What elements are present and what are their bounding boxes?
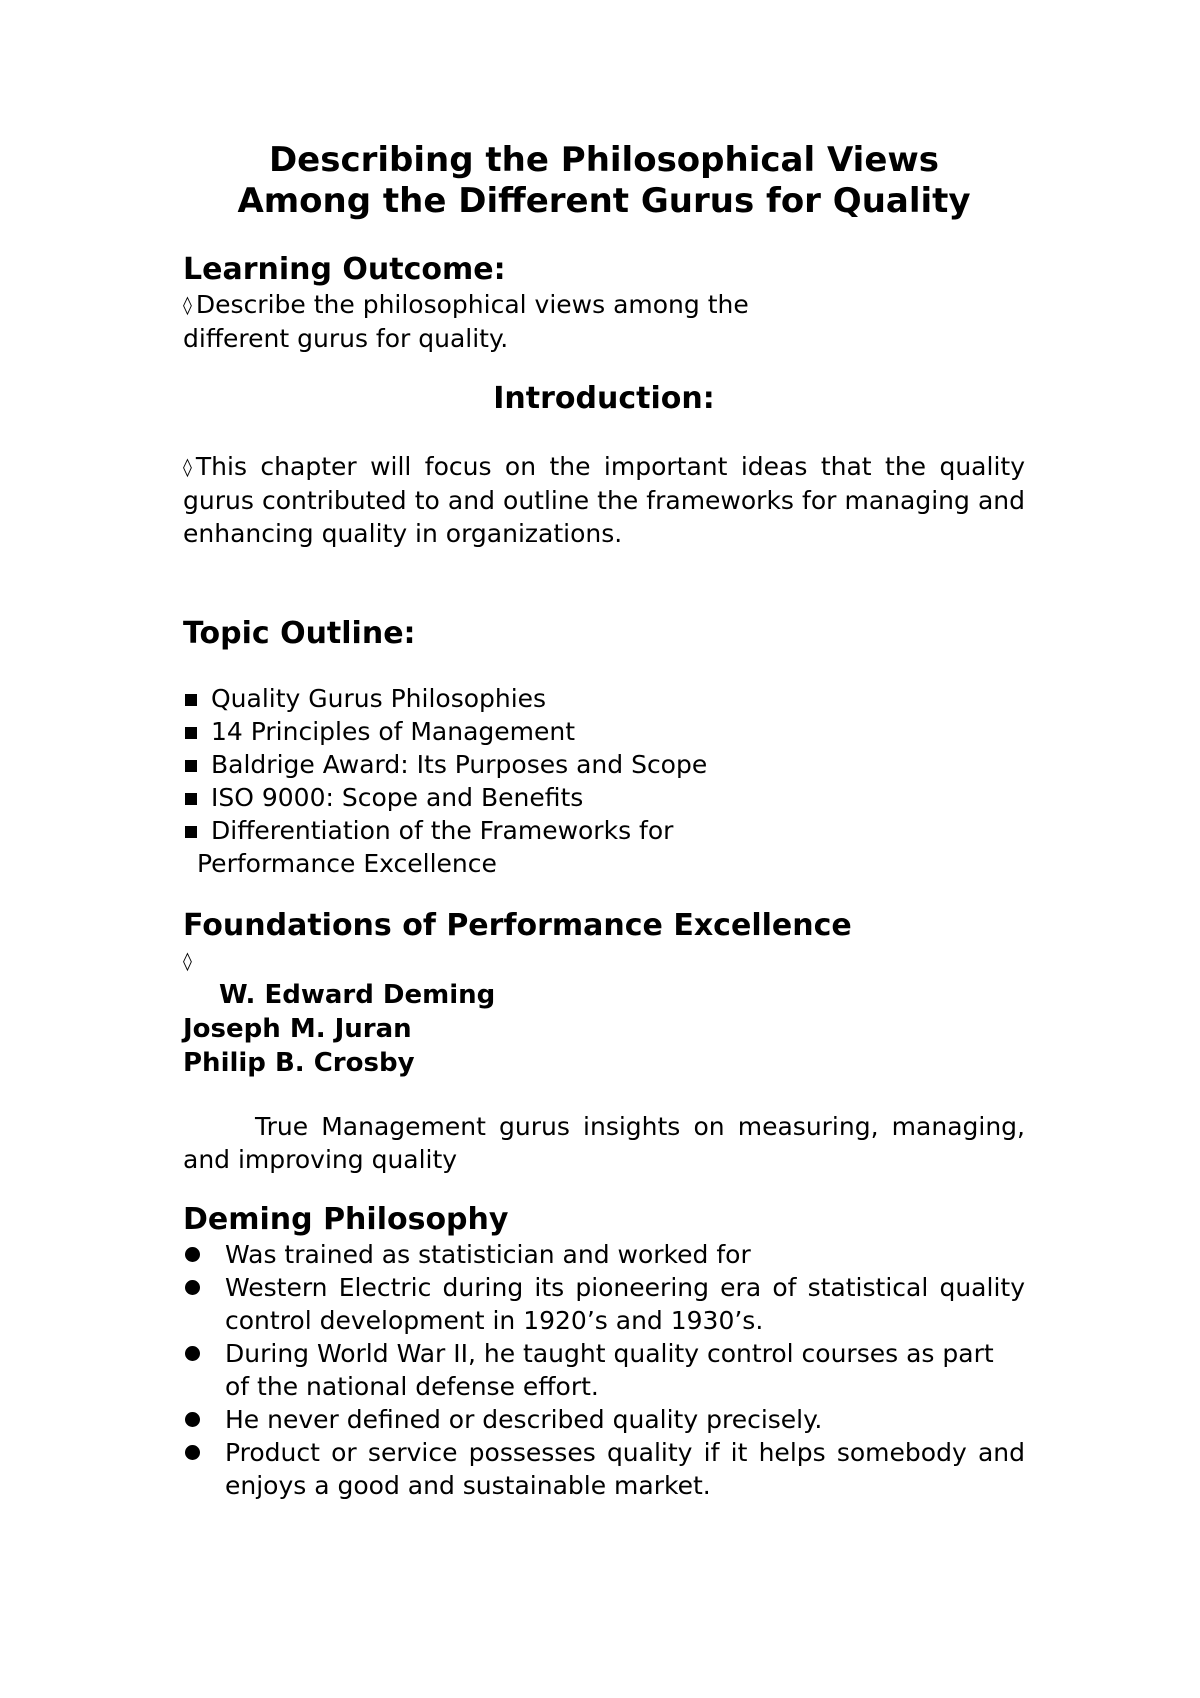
title-line-1: Describing the Philosophical Views: [268, 140, 940, 180]
foundations-text: True Management gurus insights on measuring, managing, and improving quality: [183, 1112, 1025, 1174]
list-item: He never defined or described quality precisely.: [183, 1403, 1025, 1436]
list-item: 14 Principles of Management: [183, 715, 1025, 748]
guru-name: Philip B. Crosby: [183, 1048, 415, 1078]
bullet-dot-icon: [185, 1247, 200, 1262]
list-item: ISO 9000: Scope and Benefits: [183, 781, 1025, 814]
topic-outline-heading: Topic Outline:: [183, 616, 416, 651]
foundations-heading: Foundations of Performance Excellence: [183, 908, 852, 943]
bullet-dot-icon: [185, 1280, 200, 1295]
learning-outcome-line-1: Describe the philosophical views among the: [195, 290, 749, 319]
topic-outline-continuation: Performance Excellence: [197, 849, 497, 878]
introduction-paragraph: This chapter will focus on the important ideas that the quality gurus contributed to and outline the frameworks for managing and enhancing quality in organizations.: [183, 452, 1025, 548]
bullet-dot-icon: [185, 1445, 200, 1460]
learning-outcome-text: [183, 288, 1025, 355]
square-bullet-icon: [185, 826, 197, 838]
topic-outline-list: [183, 682, 1025, 847]
introduction-heading: Introduction:: [493, 381, 715, 416]
deming-list: [183, 1238, 1025, 1502]
guru-name: Joseph M. Juran: [183, 1014, 412, 1044]
learning-outcome-line-2: different gurus for quality.: [183, 324, 509, 353]
diamond-icon: ◊: [183, 951, 192, 972]
list-item: Western Electric during its pioneering era of statistical quality control development in 1920’s and 1930’s.: [183, 1271, 1025, 1337]
list-item: Quality Gurus Philosophies: [183, 682, 1025, 715]
deming-heading: Deming Philosophy: [183, 1202, 509, 1237]
square-bullet-icon: [185, 760, 197, 772]
title-line-2: Among the Different Gurus for Quality: [237, 181, 971, 221]
foundations-marker-line: [183, 944, 1025, 978]
bullet-dot-icon: [185, 1346, 200, 1361]
square-bullet-icon: [185, 793, 197, 805]
square-bullet-icon: [185, 694, 197, 706]
square-bullet-icon: [185, 727, 197, 739]
document-title: [183, 140, 1025, 222]
diamond-icon: ◊: [183, 457, 192, 478]
document-content: [183, 140, 1025, 1502]
list-item: Was trained as statistician and worked for: [183, 1238, 1025, 1271]
list-item: Differentiation of the Frameworks for: [183, 814, 1025, 847]
list-item: During World War II, he taught quality control courses as part of the national defense effort.: [183, 1337, 1025, 1403]
introduction-text: [183, 450, 1025, 550]
bullet-dot-icon: [185, 1412, 200, 1427]
diamond-icon: ◊: [183, 295, 192, 316]
list-item: Baldrige Award: Its Purposes and Scope: [183, 748, 1025, 781]
guru-name: W. Edward Deming: [219, 980, 496, 1010]
list-item: Product or service possesses quality if it helps somebody and enjoys a good and sustainable market.: [183, 1436, 1025, 1502]
learning-outcome-heading: Learning Outcome:: [183, 252, 506, 287]
